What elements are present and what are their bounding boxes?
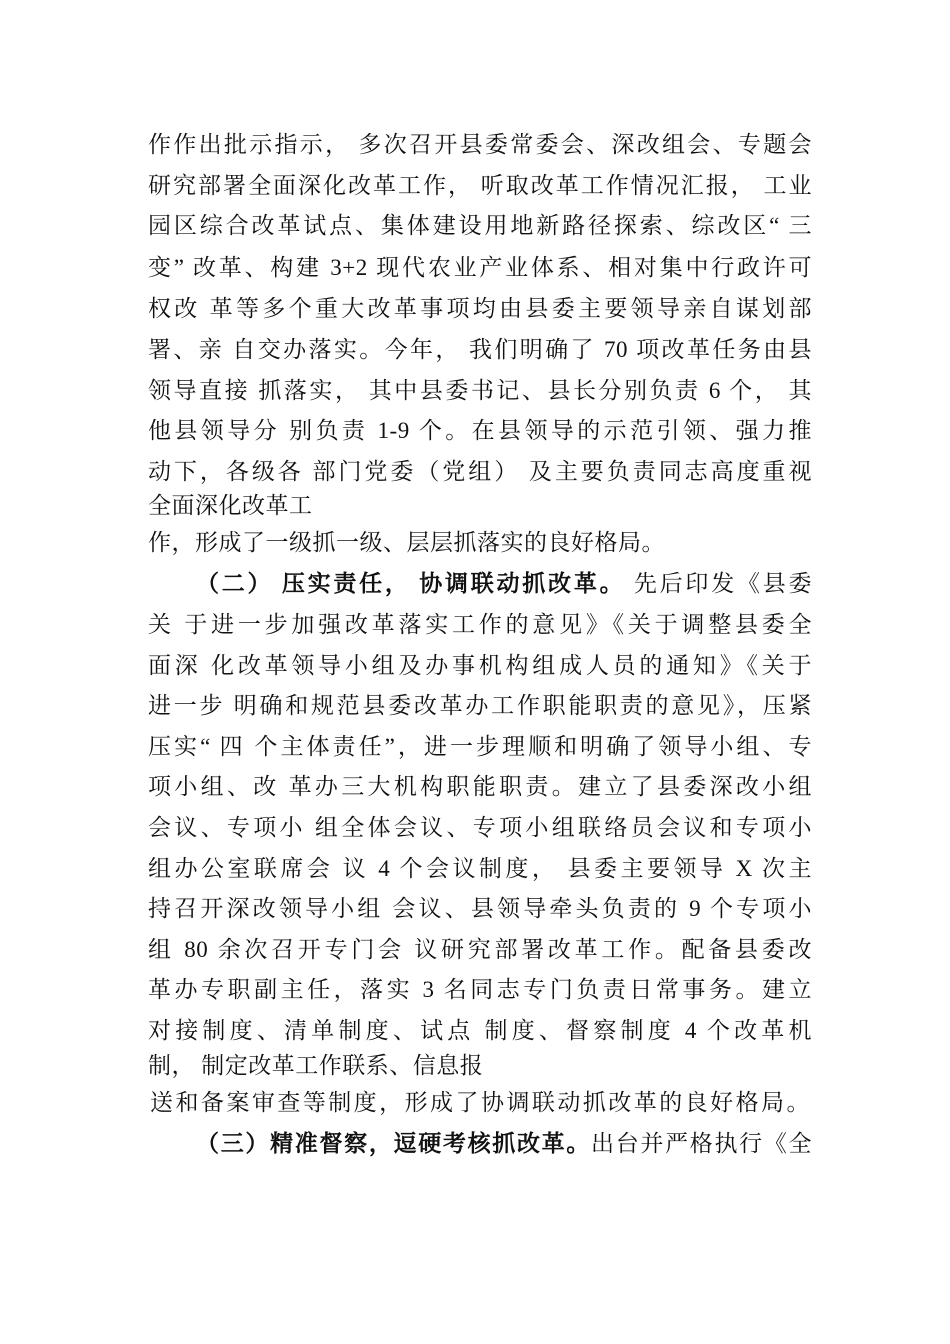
section-3-first-line xyxy=(196,1129,812,1159)
text-line: 压实“ 四 个主体责任”，进一步理顺和明确了领导小组、专 xyxy=(148,734,812,759)
text-line: 项小组、改 革办三大机构职能职责。建立了县委深改小组 xyxy=(148,774,812,799)
text-line: 权改 革等多个重大改革事项均由县委主要领导亲自谋划部 xyxy=(148,296,812,321)
text-line: 进一步 明确和规范县委改革办工作职能职责的意见》，压紧 xyxy=(148,693,812,718)
text-line: 送和备案审查等制度，形成了协调联动抓改革的良好格局。 xyxy=(150,1090,810,1115)
text-line: 组办公室联席会 议 4 个会议制度， 县委主要领导 X 次主 xyxy=(148,856,812,881)
section-2-first-line xyxy=(196,569,812,599)
text-span: 先后印发《县委 xyxy=(625,571,813,596)
text-line: 持召开深改领导小组 会议、县领导牵头负责的 9 个专项小 xyxy=(148,896,812,921)
text-line: 署、亲 自交办落实。今年， 我们明确了 70 项改革任务由县 xyxy=(148,337,812,362)
text-line: 制， 制定改革工作联系、信息报 xyxy=(148,1053,484,1078)
section-2-heading: （二） 压实责任， 协调联动抓改革。 xyxy=(196,571,626,596)
text-line: 领导直接 抓落实， 其中县委书记、县长分别负责 6 个， 其 xyxy=(148,378,813,403)
text-line: 动下，各级各 部门党委（党组） 及主要负责同志高度重视 xyxy=(148,459,812,484)
text-line: 园区综合改革试点、集体建设用地新路径探索、综改区“ 三 xyxy=(148,213,812,238)
text-line: 作，形成了一级抓一级、层层抓落实的良好格局。 xyxy=(148,530,665,555)
text-line: 对接制度、清单制度、试点 制度、督察制度 4 个改革机 xyxy=(148,1018,812,1043)
text-line: 面深 化改革领导小组及办事机构组成人员的通知》《关于 xyxy=(148,653,812,678)
text-line: 变” 改革、构建 3+2 现代农业产业体系、相对集中行政许可 xyxy=(148,255,812,280)
text-line: 研究部署全面深化改革工作， 听取改革工作情况汇报， 工业 xyxy=(148,173,812,198)
text-line: 他县领导分 别负责 1-9 个。在县领导的示范引领、强力推 xyxy=(148,418,812,443)
text-span: 出台并严格执行《全 xyxy=(591,1131,812,1156)
text-line: 关 于进一步加强改革落实工作的意见》《关于调整县委全 xyxy=(148,612,812,637)
text-line: 会议、专项小 组全体会议、专项小组联络员会议和专项小 xyxy=(148,815,812,840)
text-line: 全面深化改革工 xyxy=(148,493,313,518)
text-line: 组 80 余次召开专门会 议研究部署改革工作。配备县委改 xyxy=(148,937,812,962)
section-3-heading: （三）精准督察，逗硬考核抓改革。 xyxy=(196,1131,591,1156)
text-line: 作作出批示指示， 多次召开县委常委会、深改组会、专题会 xyxy=(148,132,812,157)
text-line: 革办专职副主任，落实 3 名同志专门负责日常事务。建立 xyxy=(148,977,812,1002)
